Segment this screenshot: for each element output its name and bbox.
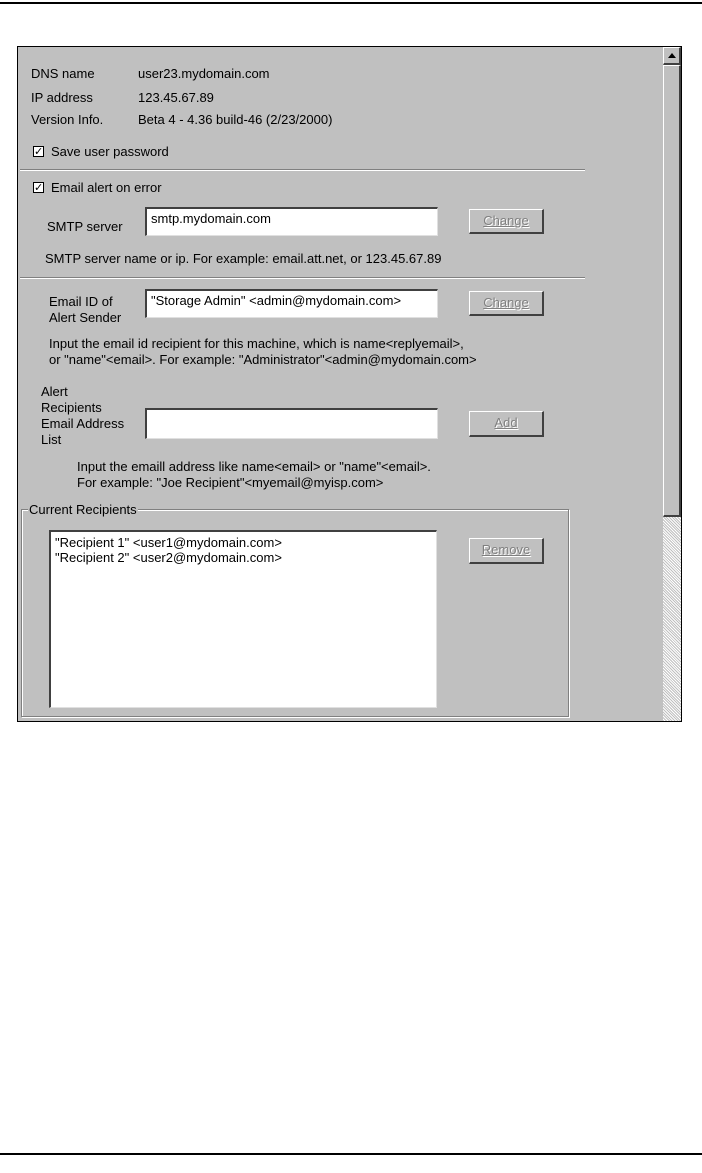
sender-label-line1: Email ID of bbox=[49, 294, 113, 309]
sender-hint-line2: or "name"<email>. For example: "Administrator"<admin@mydomain.com> bbox=[49, 352, 477, 367]
check-icon: ✓ bbox=[34, 145, 44, 158]
recipients-label-line4: List bbox=[41, 432, 62, 447]
scroll-up-button[interactable] bbox=[663, 47, 681, 65]
recipients-hint-line1: Input the emaill address like name<email> or "name"<email>. bbox=[77, 459, 431, 474]
list-item[interactable]: "Recipient 1" <user1@mydomain.com> bbox=[55, 535, 282, 550]
recipients-label-line3: Email Address bbox=[41, 416, 125, 431]
vertical-scrollbar[interactable] bbox=[663, 47, 681, 721]
alert-sender-input[interactable]: "Storage Admin" <admin@mydomain.com> bbox=[145, 289, 438, 318]
smtp-change-label: Change bbox=[483, 213, 529, 228]
smtp-server-input[interactable]: smtp.mydomain.com bbox=[145, 207, 438, 236]
remove-recipient-button[interactable] bbox=[469, 538, 544, 564]
dns-name-label: DNS name bbox=[31, 66, 95, 81]
dns-name-value: user23.mydomain.com bbox=[138, 66, 270, 81]
version-info-value: Beta 4 - 4.36 build-46 (2/23/2000) bbox=[138, 112, 333, 127]
scrollbar-thumb[interactable] bbox=[663, 65, 681, 517]
recipients-label-line2: Recipients bbox=[41, 400, 102, 415]
save-password-label: Save user password bbox=[51, 144, 169, 159]
current-recipients-legend: Current Recipients bbox=[29, 502, 137, 517]
remove-recipient-label: Remove bbox=[481, 542, 531, 557]
settings-panel bbox=[17, 46, 682, 722]
ip-address-label: IP address bbox=[31, 90, 93, 105]
arrow-up-icon bbox=[668, 53, 676, 58]
sender-change-label: Change bbox=[483, 295, 529, 310]
sender-label-line2: Alert Sender bbox=[49, 310, 122, 325]
add-recipient-button[interactable] bbox=[469, 411, 544, 437]
ip-address-value: 123.45.67.89 bbox=[138, 90, 214, 105]
recipients-label-line1: Alert bbox=[41, 384, 68, 399]
bottom-rule bbox=[0, 1153, 702, 1155]
add-recipient-label: Add bbox=[494, 415, 518, 430]
save-password-checkbox[interactable] bbox=[33, 146, 44, 157]
smtp-hint: SMTP server name or ip. For example: email.att.net, or 123.45.67.89 bbox=[45, 251, 442, 266]
divider bbox=[20, 277, 585, 279]
sender-hint-line1: Input the email id recipient for this machine, which is name<replyemail>, bbox=[49, 336, 464, 351]
check-icon: ✓ bbox=[34, 181, 44, 194]
top-rule bbox=[0, 2, 702, 4]
email-alert-label: Email alert on error bbox=[51, 180, 162, 195]
recipients-hint-line2: For example: "Joe Recipient"<myemail@myisp.com> bbox=[77, 475, 384, 490]
version-info-label: Version Info. bbox=[31, 112, 104, 127]
list-item[interactable]: "Recipient 2" <user2@mydomain.com> bbox=[55, 550, 282, 565]
recipient-email-input[interactable] bbox=[145, 408, 438, 439]
recipients-listbox[interactable] bbox=[49, 530, 437, 708]
divider bbox=[20, 169, 585, 171]
sender-change-button[interactable] bbox=[469, 291, 544, 316]
smtp-change-button[interactable] bbox=[469, 209, 544, 234]
smtp-server-label: SMTP server bbox=[47, 219, 123, 234]
email-alert-checkbox[interactable] bbox=[33, 182, 44, 193]
